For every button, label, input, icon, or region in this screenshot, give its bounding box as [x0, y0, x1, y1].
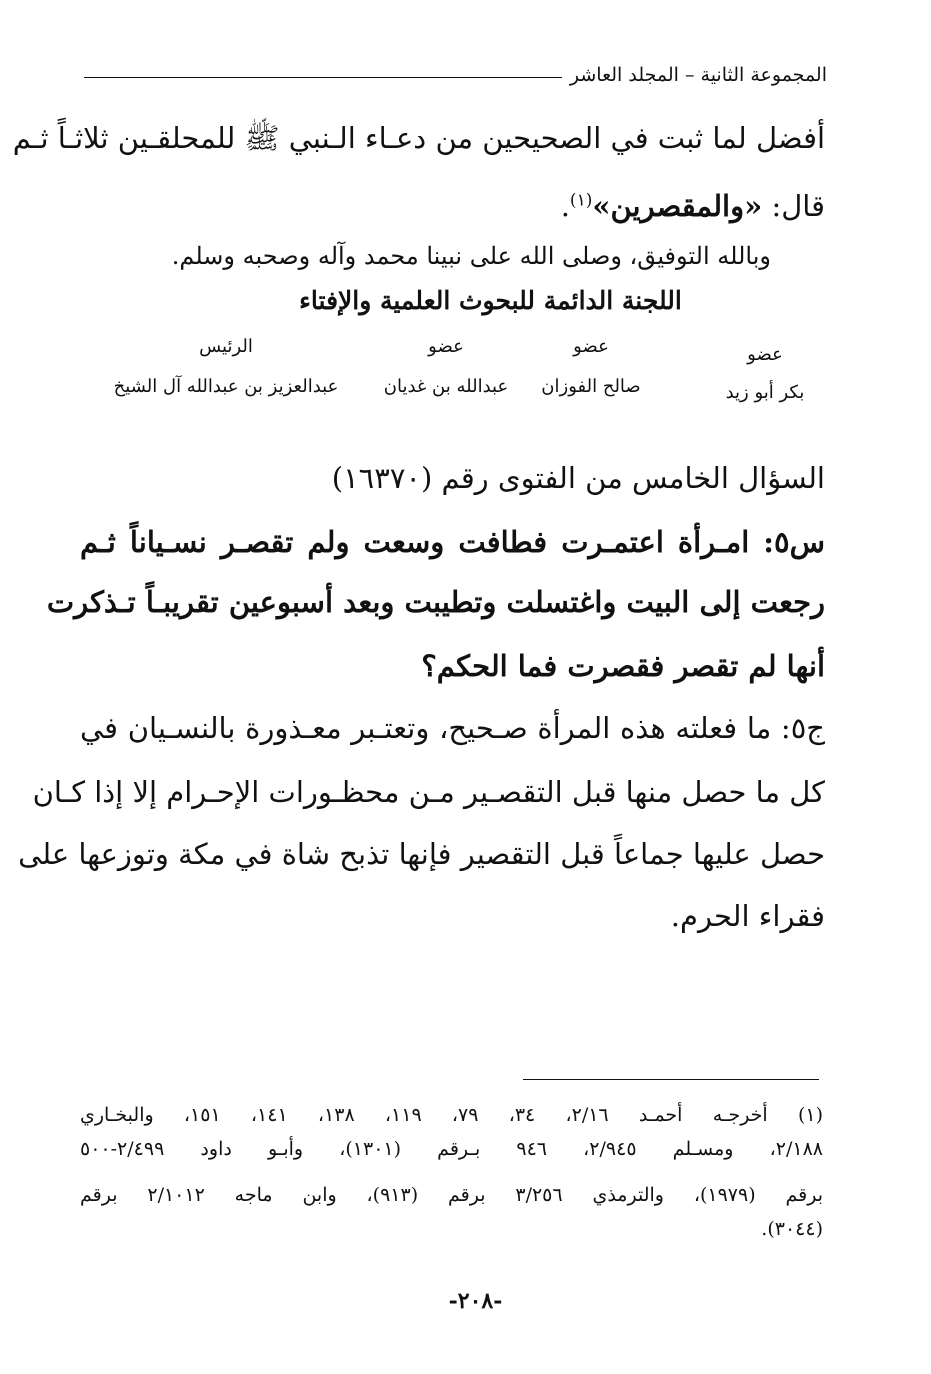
committee-member: [521, 330, 661, 404]
footnote-line-3: برقم (١٩٧٩)، والترمذي ٣/٢٥٦ برقم (٩١٣)، وابن ماجه ٢/١٠١٢ برقم: [80, 1184, 823, 1206]
committee-member: [95, 330, 357, 404]
question-line-3: أنها لم تقصر فقصرت فما الحكم؟: [421, 649, 825, 683]
footnote-line-1: (١) أخرجـه أحمـد ٢/١٦، ٣٤، ٧٩، ١١٩، ١٣٨، ١٤١، ١٥١، والبخـاري: [80, 1104, 823, 1126]
question-line-1: س٥: امـرأة اعتمـرت فطافت وسعت ولم تقصـر نسـياناً ثـم: [80, 525, 825, 559]
closing-formula: وبالله التوفيق، وصلى الله على نبينا محمد وآله وصحبه وسلم.: [171, 242, 771, 270]
quote-intro: قال:: [762, 189, 825, 223]
committee-member: [371, 330, 521, 404]
member-name: بكر أبو زيد: [725, 382, 805, 403]
answer-line-4: فقراء الحرم.: [670, 899, 825, 933]
running-title: المجموعة الثانية – المجلد العاشر: [569, 64, 827, 86]
footnote-line-2: ٢/١٨٨، ومسـلم ٢/٩٤٥، ٩٤٦ بـرقم (١٣٠١)، وأبـو داود ٢/٤٩٩-٥٠٠: [80, 1138, 823, 1160]
footnote-line-4: (٣٠٤٤).: [761, 1218, 823, 1240]
quoted-word: «والمقصرين»: [592, 189, 763, 223]
member-role: عضو: [428, 336, 464, 357]
footnote-reference: (١): [569, 190, 593, 211]
footnote-separator: [523, 1079, 819, 1080]
page-number: -٢٠٨-: [448, 1288, 503, 1314]
member-role: عضو: [573, 336, 609, 357]
answer-line-2: كل ما حصل منها قبل التقصـير مـن محظـورات الإحـرام إلا إذا كـان: [32, 775, 825, 809]
committee-name: اللجنة الدائمة للبحوث العلمية والإفتاء: [299, 286, 682, 315]
previous-answer-line-2: [80, 186, 825, 226]
running-header: [84, 58, 827, 92]
sentence-end: .: [560, 189, 570, 223]
header-rule: [84, 77, 562, 78]
previous-answer-line-1: أفضل لما ثبت في الصحيحين من دعـاء الـنبي ﷺ للمحلقـين ثلاثـاً ثـم: [12, 121, 825, 155]
question-heading: السؤال الخامس من الفتوى رقم (١٦٣٧٠): [331, 461, 825, 495]
answer-line-3: حصل عليها جماعاً قبل التقصير فإنها تذبح شاة في مكة وتوزعها على: [18, 837, 825, 871]
member-role: عضو: [747, 344, 783, 365]
member-name: عبدالله بن غديان: [383, 376, 509, 397]
committee-member: [695, 334, 835, 410]
member-name: عبدالعزيز بن عبدالله آل الشيخ: [113, 376, 339, 397]
member-role: الرئيس: [199, 336, 253, 357]
member-name: صالح الفوزان: [541, 376, 641, 397]
question-line-2: رجعت إلى البيت واغتسلت وتطيبت وبعد أسبوعين تقريبـاً تـذكرت: [46, 585, 825, 619]
answer-line-1: ج٥: ما فعلته هذه المرأة صـحيح، وتعتـبر معـذورة بالنسـيان في: [80, 711, 825, 745]
